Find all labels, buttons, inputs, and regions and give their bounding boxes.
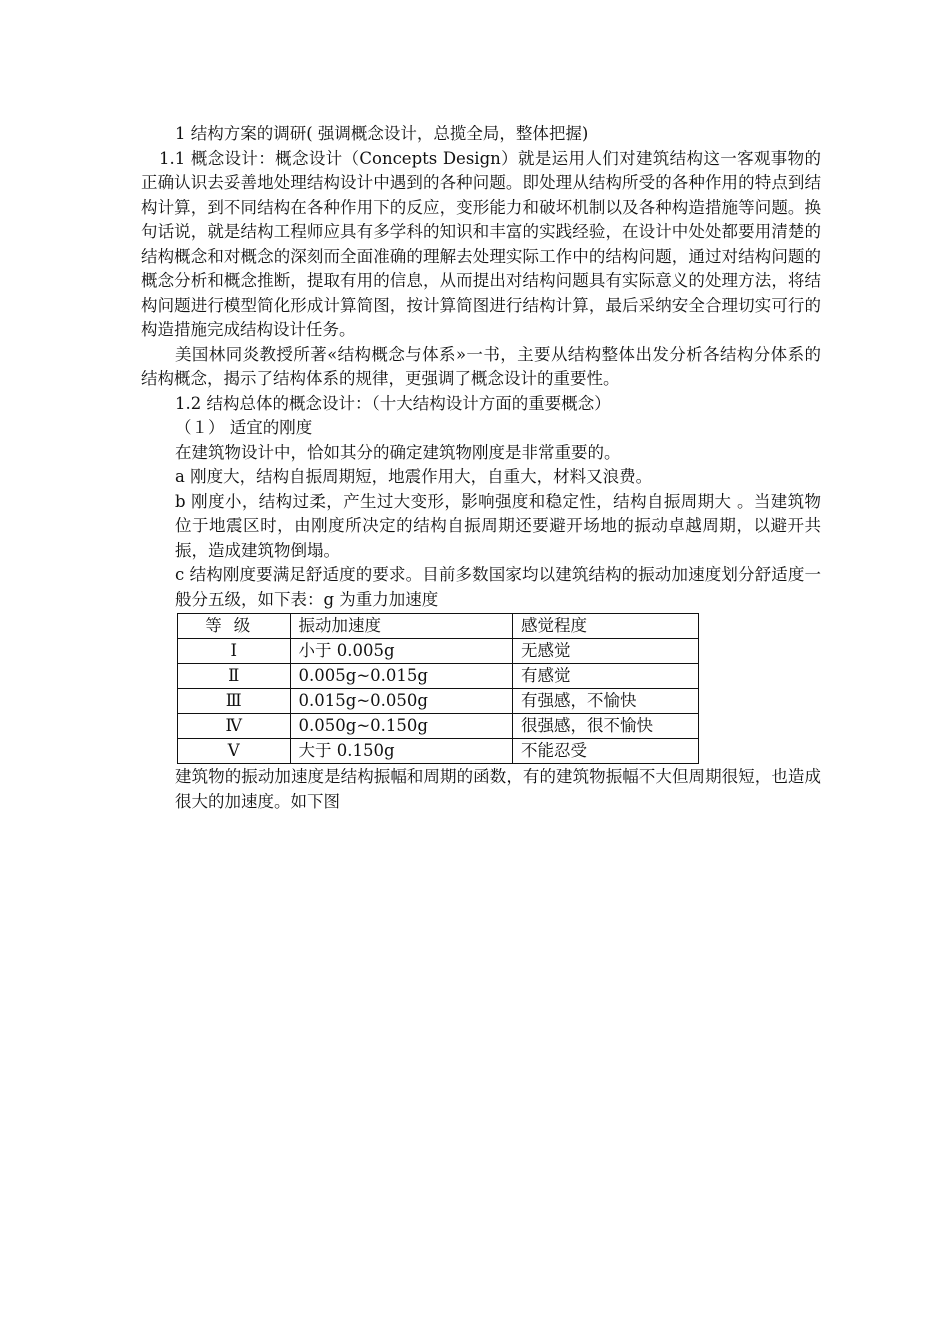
comfort-grade-table [177,613,699,764]
table-cell: Ⅴ [178,739,291,764]
paragraph-lin-tongyan: 美国林同炎教授所著«结构概念与体系»一书，主要从结构整体出发分析各结构分体系的结构概念，揭示了结构体系的规律，更强调了概念设计的重要性。 [141,344,821,388]
table-cell: Ⅳ [178,714,291,739]
table-row [178,664,699,689]
table-cell: 有强感，不愉快 [512,689,698,714]
table-cell: 0.050g~0.150g [290,714,512,739]
section-heading-1-2: 1.2 结构总体的概念设计：（十大结构设计方面的重要概念） [175,393,611,413]
table-cell: Ⅱ [178,664,291,689]
table-row [178,739,699,764]
table-header-row [178,614,699,639]
table-cell: 很强感，很不愉快 [512,714,698,739]
table-row [178,639,699,664]
table-cell: 有感觉 [512,664,698,689]
document-body [141,122,821,814]
table-cell: 0.015g~0.050g [290,689,512,714]
paragraph-acceleration: 建筑物的振动加速度是结构振幅和周期的函数，有的建筑物振幅不大但周期很短，也造成很大的加速度。如下图 [175,767,821,811]
table-cell: Ⅲ [178,689,291,714]
list-item-c: c 结构刚度要满足舒适度的要求。目前多数国家均以建筑结构的振动加速度划分舒适度一般分五级，如下表：g 为重力加速度 [175,565,821,609]
list-item-a: a 刚度大，结构自振周期短，地震作用大，自重大，材料又浪费。 [175,467,653,486]
paragraph-concept-design: 1.1 概念设计：概念设计（Concepts Design）就是运用人们对建筑结构这一客观事物的正确认识去妥善地处理结构设计中遇到的各种问题。即处理从结构所受的各种作用的特点到结构计算，到不同结构在各种作用下的反应，变形能力和破坏机制以及各种构造措施等问题。换句话说，就是结构工程师应具有多学科的知识和丰富的实践经验，在设计中处处都要用清楚的结构概念和对概念的深刻而全面准确的理解去处理实际工作中的结构问题，通过对结构问题的概念分析和概念推断，提取有用的信息，从而提出对结构问题具有实际意义的处理方法，将结构问题进行模型简化形成计算简图，按计算简图进行结构计算，最后采纳安全合理切实可行的构造措施完成结构设计任务。 [141,148,821,339]
table-header-cell: 感觉程度 [512,614,698,639]
table-cell: 不能忍受 [512,739,698,764]
table-cell: 无感觉 [512,639,698,664]
table-cell: 小于 0.005g [290,639,512,664]
table-header-cell: 等级 [178,614,291,639]
paragraph-stiffness: 在建筑物设计中，恰如其分的确定建筑物刚度是非常重要的。 [175,442,621,462]
table-header-cell: 振动加速度 [290,614,512,639]
table-cell: Ⅰ [178,639,291,664]
list-item-1: （１） 适宜的刚度 [175,418,313,437]
table-cell: 0.005g~0.015g [290,664,512,689]
table-row [178,689,699,714]
list-item-b: b 刚度小，结构过柔，产生过大变形，影响强度和稳定性，结构自振周期大 。当建筑物位于地震区时，由刚度所决定的结构自振周期还要避开场地的振动卓越周期，以避开共振，造成建筑物倒塌。 [175,491,821,560]
table-row [178,714,699,739]
table-cell: 大于 0.150g [290,739,512,764]
section-heading-1: 1 结构方案的调研( 强调概念设计，总揽全局，整体把握) [175,124,589,143]
